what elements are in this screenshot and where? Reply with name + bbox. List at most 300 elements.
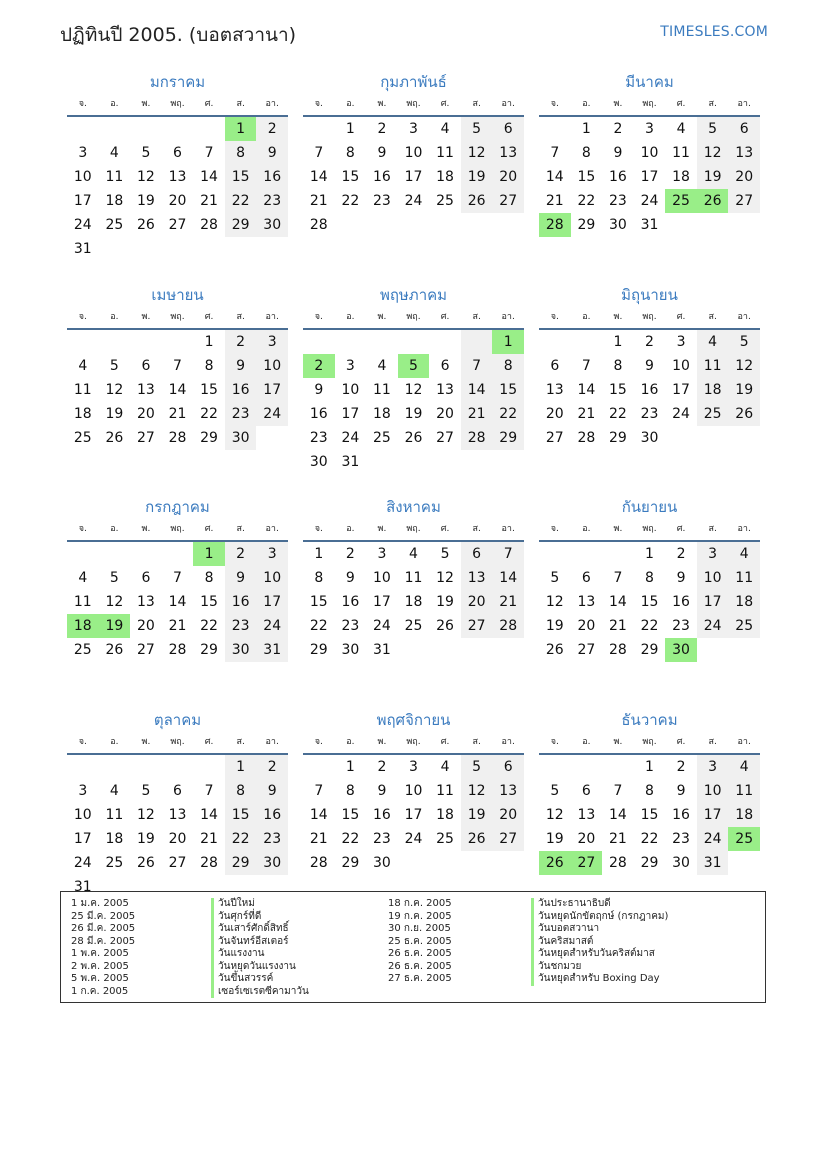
holiday-name: วันหยุดสำหรับ Boxing Day [531, 973, 668, 986]
day-cell: 8 [225, 141, 257, 165]
weekday-label: ศ. [676, 311, 686, 322]
day-grid [67, 755, 288, 899]
day-cell: 30 [609, 217, 627, 233]
day-cell: 20 [137, 405, 155, 422]
month-title: ตุลาคม [153, 710, 202, 729]
day-cell: 19 [404, 405, 423, 422]
weekday-label: พ. [613, 736, 623, 747]
day-cell: 7 [173, 357, 182, 374]
day-cell: 21 [492, 590, 524, 614]
day-cell: 17 [640, 169, 659, 185]
empty-day-cell [539, 542, 571, 566]
day-cell: 5 [728, 330, 760, 354]
day-cell: 20 [436, 405, 454, 422]
weekday-header [539, 732, 760, 755]
day-cell: 29 [640, 854, 659, 871]
day-cell: 1 [314, 546, 324, 562]
weekday-label: ส. [472, 524, 481, 534]
weekday-label: ศ. [204, 99, 214, 109]
day-cell: 23 [373, 830, 391, 847]
day-cell: 22 [200, 618, 218, 634]
weekday-label: พฤ. [170, 311, 185, 322]
empty-day-cell [67, 330, 99, 354]
day-cell: 26 [436, 618, 454, 634]
holiday-name: วันบอตสวานา [531, 923, 668, 936]
day-cell: 8 [492, 354, 524, 378]
holiday-day-cell: 26 [697, 189, 729, 213]
month-calendar [303, 70, 524, 283]
holiday-date: 30 ก.ย. 2005 [388, 923, 451, 934]
weekday-label: ศ. [440, 99, 450, 109]
day-cell: 7 [461, 354, 493, 378]
day-cell: 19 [728, 378, 760, 402]
weekday-label: จ. [550, 99, 559, 109]
day-cell: 29 [492, 426, 524, 450]
day-cell: 16 [373, 169, 391, 185]
day-cell: 20 [168, 830, 187, 847]
weekday-header [303, 94, 524, 117]
day-cell: 22 [341, 193, 360, 209]
day-grid [303, 330, 524, 474]
day-cell: 13 [577, 594, 596, 610]
weekday-label: จ. [78, 524, 87, 534]
day-grid [539, 542, 760, 662]
day-cell: 5 [109, 357, 119, 374]
day-cell: 10 [697, 566, 729, 590]
site-logo-text[interactable]: TIMESLES.COM [660, 24, 768, 40]
holiday-name: วันจันทร์อีสเตอร์ [211, 936, 309, 949]
day-cell: 17 [672, 381, 690, 398]
weekday-label: พ. [377, 524, 387, 534]
day-cell: 25 [404, 618, 423, 634]
day-cell: 11 [728, 779, 760, 803]
day-cell: 17 [404, 806, 423, 823]
day-cell: 6 [581, 570, 591, 586]
holiday-name: วันขึ้นสวรรค์ [211, 973, 309, 986]
weekday-label: อ. [110, 736, 119, 747]
day-cell: 7 [173, 570, 182, 586]
day-cell: 2 [613, 121, 623, 137]
weekday-header [539, 94, 760, 117]
day-cell: 29 [609, 429, 627, 446]
day-cell: 6 [440, 357, 450, 374]
month-calendar [303, 708, 524, 921]
day-cell: 27 [577, 642, 596, 658]
day-cell: 30 [225, 638, 257, 662]
day-cell: 27 [492, 827, 524, 851]
month-title: มีนาคม [625, 73, 674, 91]
day-cell: 8 [345, 782, 355, 799]
weekday-label: อา. [265, 524, 279, 534]
day-cell: 27 [545, 429, 564, 446]
weekday-label: พ. [377, 99, 387, 109]
day-cell: 9 [225, 354, 257, 378]
day-cell: 11 [404, 570, 423, 586]
holiday-date: 18 ก.ค. 2005 [388, 898, 452, 909]
day-cell: 10 [256, 354, 288, 378]
day-cell: 7 [314, 145, 324, 161]
weekday-label: พฤ. [170, 99, 185, 109]
day-cell: 4 [109, 145, 119, 161]
day-cell: 3 [78, 145, 88, 161]
day-cell: 12 [137, 806, 155, 823]
weekday-label: ส. [236, 524, 245, 534]
weekday-header [67, 307, 288, 330]
day-cell: 19 [105, 405, 124, 422]
weekday-label: อา. [737, 311, 751, 322]
holiday-date: 26 ธ.ค. 2005 [388, 948, 452, 959]
day-cell: 23 [309, 429, 328, 446]
empty-day-cell [461, 330, 493, 354]
holiday-date: 26 ธ.ค. 2005 [388, 960, 452, 972]
day-cell: 29 [309, 642, 328, 658]
day-cell: 20 [492, 803, 524, 827]
day-cell: 6 [461, 542, 493, 566]
month-calendar [67, 495, 288, 708]
day-cell: 22 [577, 193, 596, 209]
weekday-label: ส. [236, 99, 245, 109]
month-title: กุมภาพันธ์ [380, 73, 447, 91]
day-cell: 13 [461, 566, 493, 590]
day-cell: 1 [645, 758, 654, 775]
day-cell: 4 [109, 782, 119, 799]
day-cell: 9 [256, 141, 288, 165]
day-cell: 18 [672, 169, 690, 185]
day-cell: 10 [373, 570, 391, 586]
day-cell: 5 [109, 570, 119, 586]
day-cell: 26 [461, 189, 493, 213]
day-cell: 15 [200, 381, 218, 398]
month-title: เมษายน [151, 285, 204, 304]
day-cell: 8 [204, 570, 214, 586]
weekday-label: พฤ. [406, 736, 421, 747]
day-cell: 14 [168, 381, 187, 398]
day-cell: 15 [225, 165, 257, 189]
day-cell: 4 [78, 357, 88, 374]
day-cell: 28 [200, 854, 218, 871]
day-cell: 21 [309, 193, 328, 209]
holiday-date: 2 พ.ค. 2005 [71, 960, 129, 972]
day-cell: 16 [609, 169, 627, 185]
holiday-day-cell: 18 [67, 614, 99, 638]
weekday-label: จ. [78, 99, 87, 109]
weekday-label: พฤ. [642, 524, 657, 534]
holiday-day-cell: 27 [571, 851, 603, 875]
day-cell: 26 [404, 429, 423, 446]
empty-day-cell [539, 330, 571, 354]
weekday-label: จ. [314, 736, 323, 747]
day-cell: 15 [577, 169, 596, 185]
holiday-day-cell: 1 [193, 542, 225, 566]
day-cell: 24 [256, 402, 288, 426]
day-cell: 9 [345, 570, 355, 586]
day-cell: 8 [645, 570, 654, 586]
day-cell: 20 [168, 193, 187, 209]
day-cell: 16 [640, 381, 659, 398]
weekday-label: อา. [737, 99, 751, 109]
day-cell: 3 [409, 758, 418, 775]
day-cell: 26 [137, 854, 155, 871]
day-cell: 16 [672, 806, 690, 823]
day-cell: 20 [137, 618, 155, 634]
holiday-dates-right [388, 898, 452, 986]
day-cell: 12 [436, 570, 454, 586]
weekday-label: พ. [613, 311, 623, 322]
day-cell: 20 [492, 165, 524, 189]
day-cell: 22 [640, 830, 659, 847]
day-grid [303, 542, 524, 662]
weekday-label: ศ. [440, 736, 450, 747]
day-cell: 18 [105, 193, 124, 209]
day-cell: 17 [697, 590, 729, 614]
day-cell: 2 [345, 546, 355, 562]
holiday-name: วันประธานาธิบดี [531, 898, 668, 911]
holiday-day-cell: 25 [665, 189, 697, 213]
weekday-label: ศ. [676, 736, 686, 747]
weekday-label: อา. [737, 736, 751, 747]
year-calendar-grid [67, 70, 760, 920]
day-cell: 4 [676, 121, 686, 137]
day-cell: 27 [728, 189, 760, 213]
day-cell: 7 [314, 782, 324, 799]
day-cell: 10 [404, 782, 423, 799]
weekday-label: อา. [737, 524, 751, 534]
day-cell: 4 [440, 121, 450, 137]
day-cell: 24 [373, 618, 391, 634]
day-cell: 23 [609, 193, 627, 209]
day-cell: 23 [225, 402, 257, 426]
weekday-label: ส. [472, 736, 481, 747]
weekday-label: อ. [346, 736, 355, 747]
day-cell: 25 [728, 614, 760, 638]
day-cell: 19 [697, 165, 729, 189]
day-cell: 12 [545, 806, 564, 823]
empty-day-cell [99, 330, 131, 354]
holiday-date: 1 ม.ค. 2005 [71, 898, 129, 909]
day-cell: 11 [73, 381, 92, 398]
weekday-label: พฤ. [642, 99, 657, 109]
day-cell: 11 [672, 145, 690, 161]
weekday-label: อ. [582, 524, 591, 534]
day-cell: 12 [105, 594, 124, 610]
day-cell: 4 [440, 758, 450, 775]
day-cell: 27 [461, 614, 493, 638]
weekday-header [539, 519, 760, 542]
day-cell: 11 [436, 782, 454, 799]
holiday-name: วันหยุดนักขัตฤกษ์ (กรกฎาคม) [531, 911, 668, 924]
day-cell: 22 [609, 405, 627, 422]
day-cell: 18 [728, 803, 760, 827]
day-cell: 5 [461, 755, 493, 779]
day-cell: 31 [256, 638, 288, 662]
day-cell: 18 [404, 594, 423, 610]
weekday-label: จ. [314, 311, 323, 322]
holiday-date: 25 ธ.ค. 2005 [388, 935, 452, 947]
day-cell: 2 [645, 333, 654, 350]
day-cell: 6 [173, 145, 182, 161]
day-cell: 15 [200, 594, 218, 610]
day-cell: 8 [314, 570, 324, 586]
day-cell: 19 [545, 618, 564, 634]
day-cell: 26 [728, 402, 760, 426]
weekday-label: พฤ. [642, 311, 657, 322]
day-cell: 5 [697, 117, 729, 141]
day-cell: 12 [105, 381, 124, 398]
day-grid [67, 542, 288, 662]
day-cell: 23 [672, 618, 690, 634]
weekday-label: อ. [582, 99, 591, 109]
day-cell: 11 [697, 354, 729, 378]
weekday-label: พฤ. [170, 524, 185, 534]
day-cell: 12 [137, 169, 155, 185]
day-cell: 20 [545, 405, 564, 422]
weekday-label: พฤ. [642, 736, 657, 747]
holiday-date: 27 ธ.ค. 2005 [388, 973, 452, 984]
weekday-label: ศ. [440, 311, 450, 322]
day-cell: 12 [461, 141, 493, 165]
weekday-label: อ. [110, 311, 119, 322]
holiday-names-left [211, 898, 309, 998]
day-cell: 10 [73, 806, 92, 823]
day-cell: 9 [225, 566, 257, 590]
day-cell: 5 [141, 145, 151, 161]
day-cell: 11 [373, 381, 391, 398]
day-cell: 25 [373, 429, 391, 446]
day-cell: 13 [492, 779, 524, 803]
weekday-header [303, 519, 524, 542]
day-cell: 14 [577, 381, 596, 398]
day-cell: 18 [436, 169, 454, 185]
weekday-label: ส. [708, 736, 717, 747]
weekday-label: อา. [265, 99, 279, 109]
weekday-label: อ. [346, 99, 355, 109]
empty-day-cell [99, 117, 131, 141]
day-cell: 24 [341, 429, 360, 446]
month-title: มกราคม [149, 73, 206, 91]
day-cell: 22 [341, 830, 360, 847]
day-cell: 21 [200, 193, 218, 209]
day-cell: 17 [341, 405, 360, 422]
day-cell: 3 [645, 121, 654, 137]
weekday-label: พ. [141, 524, 151, 534]
day-cell: 26 [461, 827, 493, 851]
day-cell: 25 [73, 642, 92, 658]
day-cell: 7 [613, 570, 623, 586]
day-cell: 16 [373, 806, 391, 823]
day-cell: 2 [225, 330, 257, 354]
day-cell: 23 [373, 193, 391, 209]
weekday-label: อา. [265, 311, 279, 322]
day-cell: 22 [492, 402, 524, 426]
weekday-label: พ. [613, 524, 623, 534]
holiday-name: วันคริสมาสต์ [531, 936, 668, 949]
day-cell: 9 [613, 145, 623, 161]
day-cell: 21 [577, 405, 596, 422]
weekday-label: จ. [550, 311, 559, 322]
day-cell: 10 [640, 145, 659, 161]
day-cell: 19 [545, 830, 564, 847]
day-cell: 31 [73, 878, 92, 895]
day-cell: 28 [461, 426, 493, 450]
empty-day-cell [398, 330, 430, 354]
day-cell: 11 [73, 594, 92, 610]
weekday-label: อ. [346, 311, 355, 322]
holiday-date: 25 มี.ค. 2005 [71, 910, 136, 922]
day-cell: 15 [492, 378, 524, 402]
day-cell: 18 [436, 806, 454, 823]
month-calendar [67, 70, 288, 283]
day-cell: 16 [672, 594, 690, 610]
weekday-label: อ. [110, 524, 119, 534]
weekday-header [303, 732, 524, 755]
day-cell: 25 [105, 854, 124, 871]
day-cell: 9 [314, 381, 324, 398]
month-calendar [539, 708, 760, 921]
weekday-label: ศ. [204, 311, 214, 322]
empty-day-cell [571, 755, 603, 779]
day-cell: 9 [645, 357, 654, 374]
day-cell: 10 [697, 779, 729, 803]
day-cell: 5 [550, 570, 560, 586]
empty-day-cell [162, 755, 194, 779]
weekday-header [67, 732, 288, 755]
day-cell: 19 [436, 594, 454, 610]
day-cell: 30 [256, 213, 288, 237]
month-calendar [67, 708, 288, 921]
empty-day-cell [602, 755, 634, 779]
day-cell: 17 [697, 803, 729, 827]
day-cell: 6 [581, 782, 591, 799]
day-cell: 12 [728, 354, 760, 378]
holiday-day-cell: 25 [728, 827, 760, 851]
day-cell: 15 [341, 806, 360, 823]
weekday-label: จ. [314, 524, 323, 534]
day-cell: 21 [168, 405, 187, 422]
day-cell: 11 [105, 169, 124, 185]
holiday-day-cell: 28 [539, 213, 571, 237]
day-cell: 22 [309, 618, 328, 634]
holiday-name: วันปีใหม่ [211, 898, 309, 911]
empty-day-cell [571, 330, 603, 354]
day-cell: 6 [728, 117, 760, 141]
day-cell: 21 [461, 402, 493, 426]
day-cell: 28 [200, 217, 218, 233]
weekday-label: ส. [708, 524, 717, 534]
holiday-day-cell: 1 [492, 330, 524, 354]
day-cell: 29 [577, 217, 596, 233]
day-cell: 27 [492, 189, 524, 213]
day-cell: 14 [545, 169, 564, 185]
day-cell: 3 [409, 121, 418, 137]
weekday-label: ศ. [676, 524, 686, 534]
holiday-day-cell: 1 [225, 117, 257, 141]
day-cell: 16 [309, 405, 328, 422]
day-cell: 24 [697, 827, 729, 851]
day-cell: 4 [377, 357, 387, 374]
weekday-header [67, 519, 288, 542]
day-cell: 29 [225, 851, 257, 875]
day-cell: 17 [373, 594, 391, 610]
day-cell: 28 [309, 854, 328, 871]
day-cell: 23 [256, 827, 288, 851]
empty-day-cell [67, 542, 99, 566]
day-cell: 23 [672, 830, 690, 847]
month-calendar [303, 495, 524, 708]
weekday-label: พ. [377, 736, 387, 747]
weekday-label: อา. [501, 524, 515, 534]
day-cell: 9 [256, 779, 288, 803]
day-cell: 19 [137, 830, 155, 847]
